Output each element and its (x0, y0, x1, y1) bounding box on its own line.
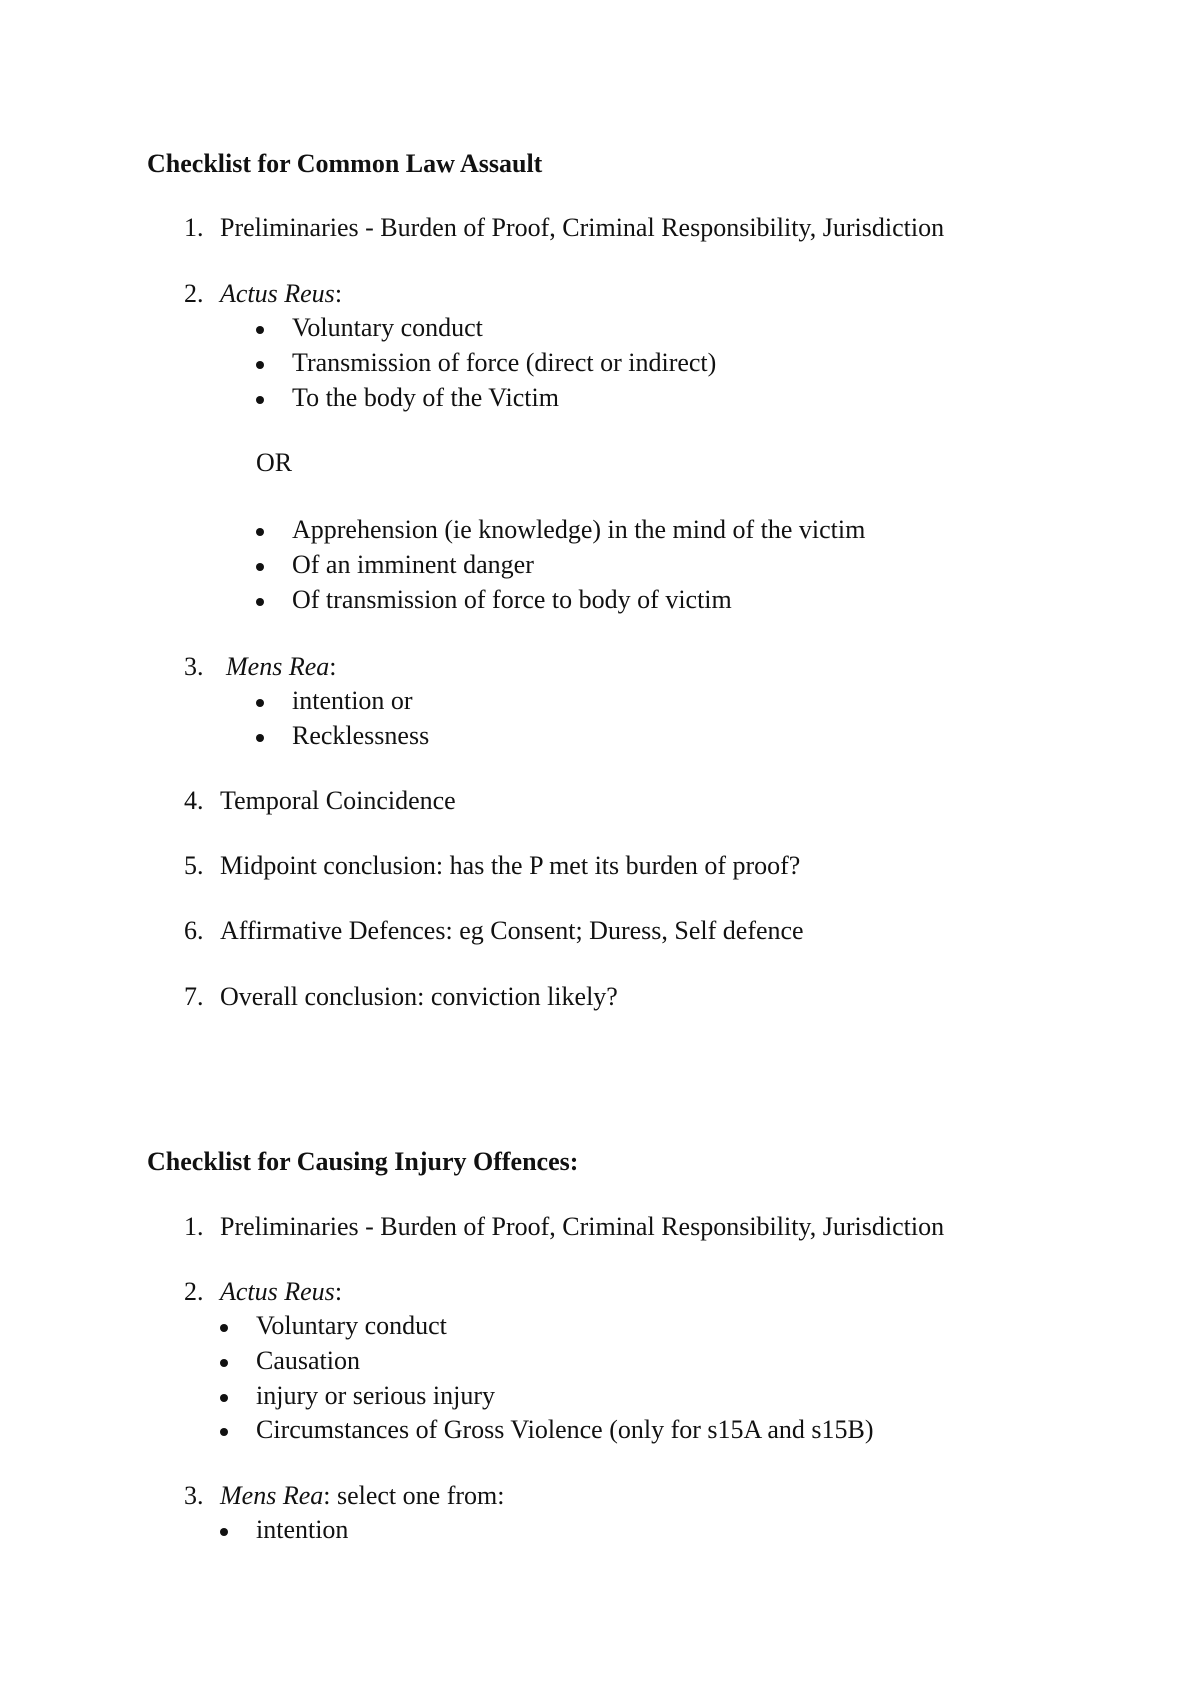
s2-item2-suffix: : (334, 1277, 343, 1306)
bullet-icon (220, 1394, 228, 1402)
bullet-icon (220, 1528, 228, 1536)
s1-item3-bullet-1: intention or (292, 686, 413, 715)
s1-item6-number: 6. (184, 916, 204, 945)
s2-item2-number: 2. (184, 1277, 204, 1306)
s2-item3-suffix: : select one from: (323, 1481, 505, 1510)
s2-item3-bullet-1: intention (256, 1515, 349, 1544)
bullet-icon (220, 1359, 228, 1367)
s1-item6-text: Affirmative Defences: eg Consent; Duress, Self defence (220, 916, 804, 945)
s2-item1-number: 1. (184, 1212, 204, 1241)
s1-item2-suffix: : (334, 279, 343, 308)
s2-item2-label: Actus Reus (220, 1277, 335, 1306)
s2-item2-heading (220, 1277, 342, 1307)
s1-item3-heading (226, 652, 336, 682)
bullet-icon (220, 1324, 228, 1332)
section1-heading: Checklist for Common Law Assault (147, 149, 543, 178)
s1-item2-bullet-b3: Of transmission of force to body of victim (292, 585, 732, 614)
s1-item4-text: Temporal Coincidence (220, 786, 456, 815)
s2-item2-bullet-3: injury or serious injury (256, 1381, 496, 1410)
bullet-icon (256, 734, 264, 742)
bullet-icon (256, 396, 264, 404)
s1-item2-bullet-b1: Apprehension (ie knowledge) in the mind of the victim (292, 515, 866, 544)
s1-item3-suffix: : (329, 652, 337, 681)
bullet-icon (256, 563, 264, 571)
s1-item2-or: OR (256, 448, 293, 477)
bullet-icon (256, 528, 264, 536)
s2-item2-bullet-1: Voluntary conduct (256, 1311, 447, 1340)
s1-item5-number: 5. (184, 851, 204, 880)
s1-item2-bullet-b2: Of an imminent danger (292, 550, 534, 579)
bullet-icon (256, 699, 264, 707)
s2-item3-label: Mens Rea (220, 1481, 324, 1510)
s2-item3-number: 3. (184, 1481, 204, 1510)
s1-item3-label: Mens Rea (226, 652, 330, 681)
bullet-icon (220, 1428, 228, 1436)
s1-item2-heading (220, 279, 342, 309)
section2-heading: Checklist for Causing Injury Offences: (147, 1147, 579, 1176)
s1-item4-number: 4. (184, 786, 204, 815)
bullet-icon (256, 598, 264, 606)
s2-item2-bullet-2: Causation (256, 1346, 360, 1375)
s1-item7-number: 7. (184, 982, 204, 1011)
s1-item2-bullet-a1: Voluntary conduct (292, 313, 483, 342)
s1-item1-text: Preliminaries - Burden of Proof, Criminal Responsibility, Jurisdiction (220, 213, 945, 242)
bullet-icon (256, 361, 264, 369)
s1-item2-bullet-a2: Transmission of force (direct or indirect) (292, 348, 717, 377)
s2-item3-heading (220, 1481, 504, 1511)
s2-item2-bullet-4: Circumstances of Gross Violence (only for s15A and s15B) (256, 1415, 874, 1444)
s1-item3-bullet-2: Recklessness (292, 721, 430, 750)
s1-item2-label: Actus Reus (220, 279, 335, 308)
s1-item7-text: Overall conclusion: conviction likely? (220, 982, 618, 1011)
s2-item1-text: Preliminaries - Burden of Proof, Criminal Responsibility, Jurisdiction (220, 1212, 945, 1241)
s1-item5-text: Midpoint conclusion: has the P met its burden of proof? (220, 851, 801, 880)
s1-item2-bullet-a3: To the body of the Victim (292, 383, 559, 412)
bullet-icon (256, 326, 264, 334)
s1-item1-number: 1. (184, 213, 204, 242)
s1-item2-number: 2. (184, 279, 204, 308)
s1-item3-number: 3. (184, 652, 204, 681)
